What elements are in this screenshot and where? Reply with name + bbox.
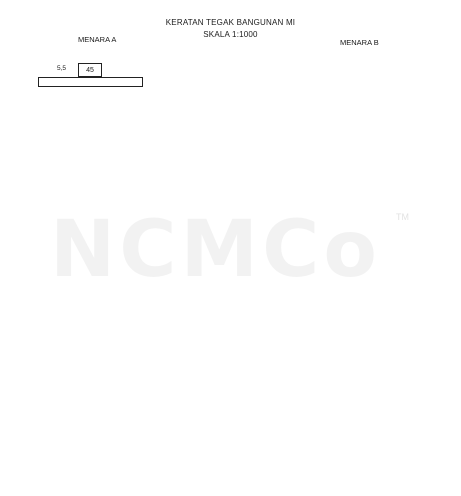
tower-a-roof-dim: 5,5 xyxy=(57,65,67,72)
tower-a-floor-44 xyxy=(38,77,143,87)
tower-a-label: MENARA A xyxy=(78,35,117,44)
diagram-scale: SKALA 1:1000 xyxy=(203,30,258,39)
tower-a-roof-box: 45 xyxy=(78,63,102,77)
watermark: NCMCo xyxy=(50,205,381,295)
trademark: TM xyxy=(396,212,409,222)
diagram-title: KERATAN TEGAK BANGUNAN MI xyxy=(165,18,296,27)
tower-b-label: MENARA B xyxy=(340,38,379,47)
